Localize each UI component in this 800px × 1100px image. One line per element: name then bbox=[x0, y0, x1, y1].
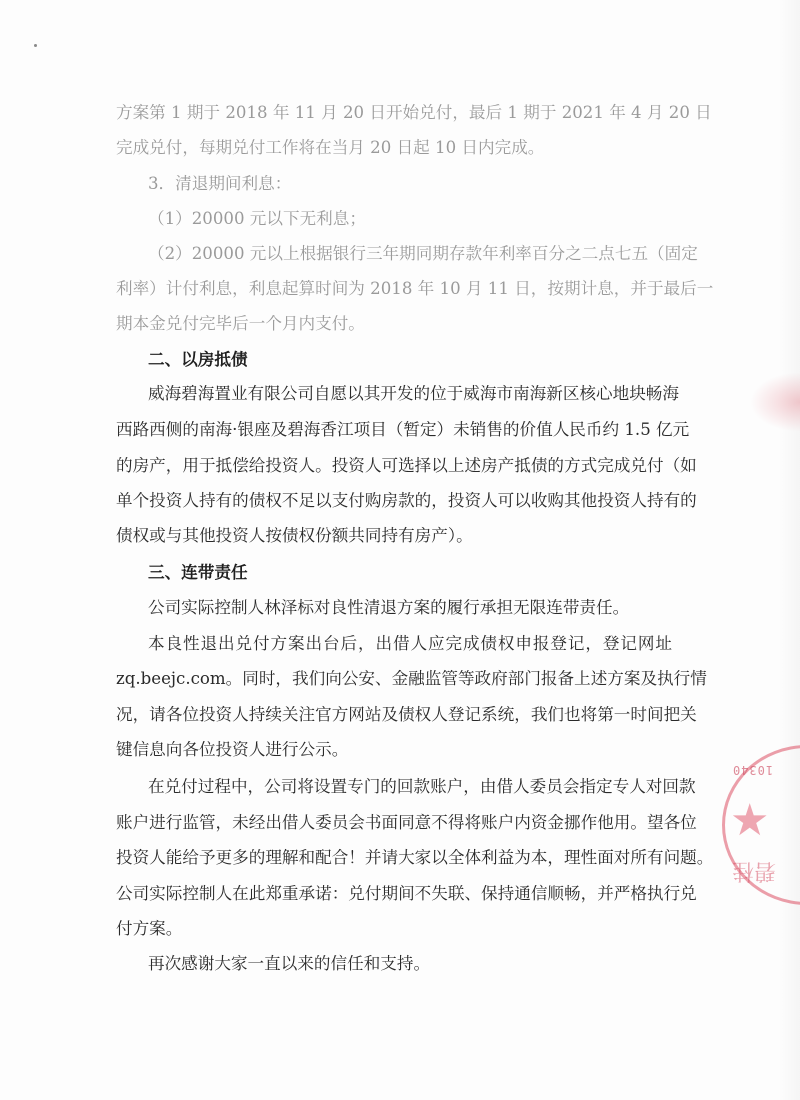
section-heading-property: 二、以房抵债 bbox=[148, 349, 248, 369]
property-para-line-4: 单个投资人持有的债权不足以支付购房款的，投资人可以收购其他投资人持有的 bbox=[116, 491, 697, 510]
interest-item-1: （1）20000 元以下无利息； bbox=[148, 209, 366, 228]
payment-para-line-5: 付方案。 bbox=[116, 919, 183, 938]
interest-item-2-line-3: 期本金兑付完毕后一个月内支付。 bbox=[116, 314, 365, 333]
property-para-line-3: 的房产，用于抵偿给投资人。投资人可选择以上述房产抵债的方式完成兑付（如 bbox=[116, 456, 697, 475]
closing-thanks: 再次感谢大家一直以来的信任和支持。 bbox=[148, 954, 431, 973]
registration-para-line-1: 本良性退出兑付方案出台后，出借人应完成债权申报登记，登记网址 bbox=[148, 634, 672, 653]
scan-speck bbox=[34, 44, 37, 47]
interest-item-2-line-2: 利率）计付利息，利息起算时间为 2018 年 10 月 11 日，按期计息，并于最后一 bbox=[116, 279, 714, 298]
interest-heading: 3．清退期间利息： bbox=[148, 174, 292, 193]
registration-para-line-4: 键信息向各位投资人进行公示。 bbox=[116, 740, 349, 759]
registration-para-line-2: zq.beejc.com。同时，我们向公安、金融监管等政府部门报备上述方案及执行情 bbox=[116, 669, 707, 688]
payment-para-line-3: 投资人能给予更多的理解和配合！并请大家以全体利益为本，理性面对所有问题。 bbox=[116, 848, 714, 867]
property-para-line-1: 威海碧海置业有限公司自愿以其开发的位于威海市南海新区核心地块畅海 bbox=[148, 384, 679, 403]
payment-para-line-2: 账户进行监管，未经出借人委员会书面同意不得将账户内资金挪作他用。望各位 bbox=[116, 813, 697, 832]
payment-para-line-4: 公司实际控制人在此郑重承诺：兑付期间不失联、保持通信顺畅，并严格执行兑 bbox=[116, 884, 697, 903]
company-seal bbox=[722, 745, 800, 905]
partial-seal-mark bbox=[750, 372, 800, 432]
interest-item-2-line-1: （2）20000 元以上根据银行三年期同期存款年利率百分之二点七五（固定 bbox=[148, 244, 698, 263]
section-heading-liability: 三、连带责任 bbox=[148, 562, 248, 582]
payment-para-line-1: 在兑付过程中，公司将设置专门的回款账户，由借人委员会指定专人对回款 bbox=[148, 777, 696, 796]
registration-para-line-3: 况，请各位投资人持续关注官方网站及债权人登记系统，我们也将第一时间把关 bbox=[116, 705, 697, 724]
para-schedule-line-1: 方案第 1 期于 2018 年 11 月 20 日开始兑付，最后 1 期于 2021 年 4 月 20 日 bbox=[116, 103, 712, 122]
star-icon: ★ bbox=[730, 795, 770, 846]
property-para-line-2: 西路西侧的南海·银座及碧海香江项目（暂定）未销售的价值人民币约 1.5 亿元 bbox=[116, 420, 690, 439]
para-schedule-line-2: 完成兑付，每期兑付工作将在当月 20 日起 10 日内完成。 bbox=[116, 138, 545, 157]
seal-number: 10340 bbox=[732, 763, 774, 777]
seal-characters: 碧桂 bbox=[732, 858, 777, 883]
property-para-line-5: 债权或与其他投资人按债权份额共同持有房产）。 bbox=[116, 526, 473, 545]
liability-para: 公司实际控制人林泽标对良性清退方案的履行承担无限连带责任。 bbox=[148, 598, 630, 617]
